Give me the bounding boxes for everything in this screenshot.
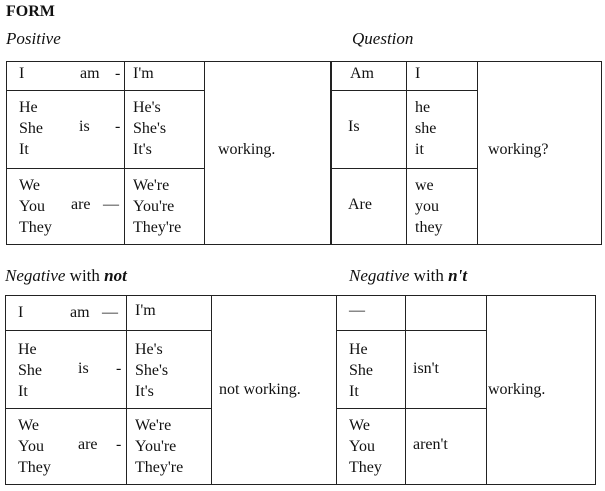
verb: is bbox=[79, 118, 90, 135]
negative-nt-row-3-verb-cell bbox=[406, 409, 487, 485]
subject: They bbox=[18, 459, 51, 476]
subject: He bbox=[19, 99, 38, 116]
subject: They bbox=[19, 219, 52, 236]
negative-not-row-1-subject-cell bbox=[6, 296, 127, 331]
contraction: They're bbox=[133, 219, 182, 236]
heading-keyword: n't bbox=[448, 266, 468, 285]
subject: She bbox=[349, 362, 373, 379]
subject: We bbox=[349, 417, 370, 434]
complement: working? bbox=[488, 141, 549, 158]
negative-nt-row-3-subject-cell bbox=[337, 409, 406, 485]
negative-nt-row-2-verb-cell bbox=[406, 331, 487, 409]
contraction: I'm bbox=[133, 65, 154, 82]
verb: are bbox=[78, 436, 98, 453]
subject: You bbox=[349, 438, 375, 455]
page-title: FORM bbox=[6, 3, 55, 20]
subject: You bbox=[18, 438, 44, 455]
question-row-1-verb-cell bbox=[331, 62, 407, 91]
negative-not-complement-cell bbox=[212, 296, 337, 485]
question-row-2-verb-cell bbox=[331, 91, 407, 169]
positive-row-1-contraction-cell bbox=[125, 62, 205, 91]
subject: you bbox=[415, 198, 439, 215]
contraction: She's bbox=[133, 120, 167, 137]
negative-not-table bbox=[5, 295, 337, 485]
contraction: He's bbox=[133, 99, 161, 116]
subject: — bbox=[349, 302, 365, 319]
negative-not-row-3-subject-cell bbox=[6, 409, 127, 485]
negative-not-row-2-contraction-cell bbox=[127, 331, 212, 409]
question-heading: Question bbox=[352, 29, 414, 48]
dash: — bbox=[102, 304, 118, 321]
verb: isn't bbox=[413, 360, 439, 377]
subject: You bbox=[19, 198, 45, 215]
verb: aren't bbox=[413, 436, 448, 453]
question-row-3-subject-cell bbox=[407, 169, 478, 245]
heading-keyword: not bbox=[104, 266, 127, 285]
question-complement-cell bbox=[478, 62, 602, 245]
subject: they bbox=[415, 219, 443, 236]
contraction: You're bbox=[133, 198, 175, 215]
subject: We bbox=[19, 177, 40, 194]
negative-not-row-2-subject-cell bbox=[6, 331, 127, 409]
negative-nt-row-2-subject-cell bbox=[337, 331, 406, 409]
dash: - bbox=[116, 360, 122, 377]
negative-nt-table bbox=[336, 295, 596, 485]
heading-middle: with bbox=[65, 266, 105, 285]
negative-nt-complement-cell bbox=[487, 296, 596, 485]
contraction: We're bbox=[135, 417, 172, 434]
subject: I bbox=[19, 65, 25, 82]
verb: am bbox=[70, 304, 90, 321]
subject: it bbox=[415, 141, 424, 158]
contraction: You're bbox=[135, 438, 177, 455]
contraction: We're bbox=[133, 177, 170, 194]
subject: she bbox=[415, 120, 437, 137]
positive-row-3-subject-cell bbox=[7, 169, 125, 245]
subject: I bbox=[18, 304, 24, 321]
negative-nt-row-1-subject-cell bbox=[337, 296, 406, 331]
positive-row-2-contraction-cell bbox=[125, 91, 205, 169]
verb: Am bbox=[350, 65, 374, 82]
positive-row-2-subject-cell bbox=[7, 91, 125, 169]
verb: are bbox=[71, 196, 91, 213]
subject: He bbox=[18, 341, 37, 358]
question-row-1-subject-cell bbox=[407, 62, 478, 91]
question-row-3-verb-cell bbox=[331, 169, 407, 245]
dash: - bbox=[116, 436, 122, 453]
verb: Are bbox=[348, 196, 372, 213]
complement: working. bbox=[218, 141, 276, 158]
subject: I bbox=[415, 65, 421, 82]
contraction: She's bbox=[135, 362, 169, 379]
subject: We bbox=[18, 417, 39, 434]
dash: - bbox=[115, 118, 121, 135]
dash: - bbox=[115, 65, 121, 82]
heading-prefix: Negative bbox=[5, 266, 66, 285]
negative-not-row-1-contraction-cell bbox=[127, 296, 212, 331]
positive-table bbox=[6, 61, 332, 245]
positive-row-3-contraction-cell bbox=[125, 169, 205, 245]
subject: She bbox=[19, 120, 43, 137]
positive-row-1-subject-cell bbox=[7, 62, 125, 91]
subject: It bbox=[18, 383, 28, 400]
positive-heading: Positive bbox=[6, 29, 61, 48]
contraction: They're bbox=[135, 459, 184, 476]
subject: we bbox=[415, 177, 434, 194]
complement: working. bbox=[488, 381, 546, 398]
heading-middle: with bbox=[409, 266, 449, 285]
negative-not-heading bbox=[5, 266, 127, 286]
dash: — bbox=[103, 196, 119, 213]
negative-nt-row-1-verb-cell bbox=[406, 296, 487, 331]
subject: It bbox=[349, 383, 359, 400]
verb: Is bbox=[348, 118, 360, 135]
complement: not working. bbox=[219, 381, 301, 398]
subject: he bbox=[415, 99, 431, 116]
subject: He bbox=[349, 341, 368, 358]
heading-prefix: Negative bbox=[349, 266, 410, 285]
subject: It bbox=[19, 141, 29, 158]
question-row-2-subject-cell bbox=[407, 91, 478, 169]
contraction: It's bbox=[133, 141, 152, 158]
verb: am bbox=[80, 65, 100, 82]
contraction: He's bbox=[135, 341, 163, 358]
verb: is bbox=[78, 360, 89, 377]
negative-nt-heading bbox=[349, 266, 467, 286]
positive-complement-cell bbox=[205, 62, 332, 245]
contraction: I'm bbox=[135, 302, 156, 319]
negative-not-row-3-contraction-cell bbox=[127, 409, 212, 485]
contraction: It's bbox=[135, 383, 154, 400]
question-table bbox=[330, 61, 602, 245]
subject: They bbox=[349, 459, 382, 476]
subject: She bbox=[18, 362, 42, 379]
